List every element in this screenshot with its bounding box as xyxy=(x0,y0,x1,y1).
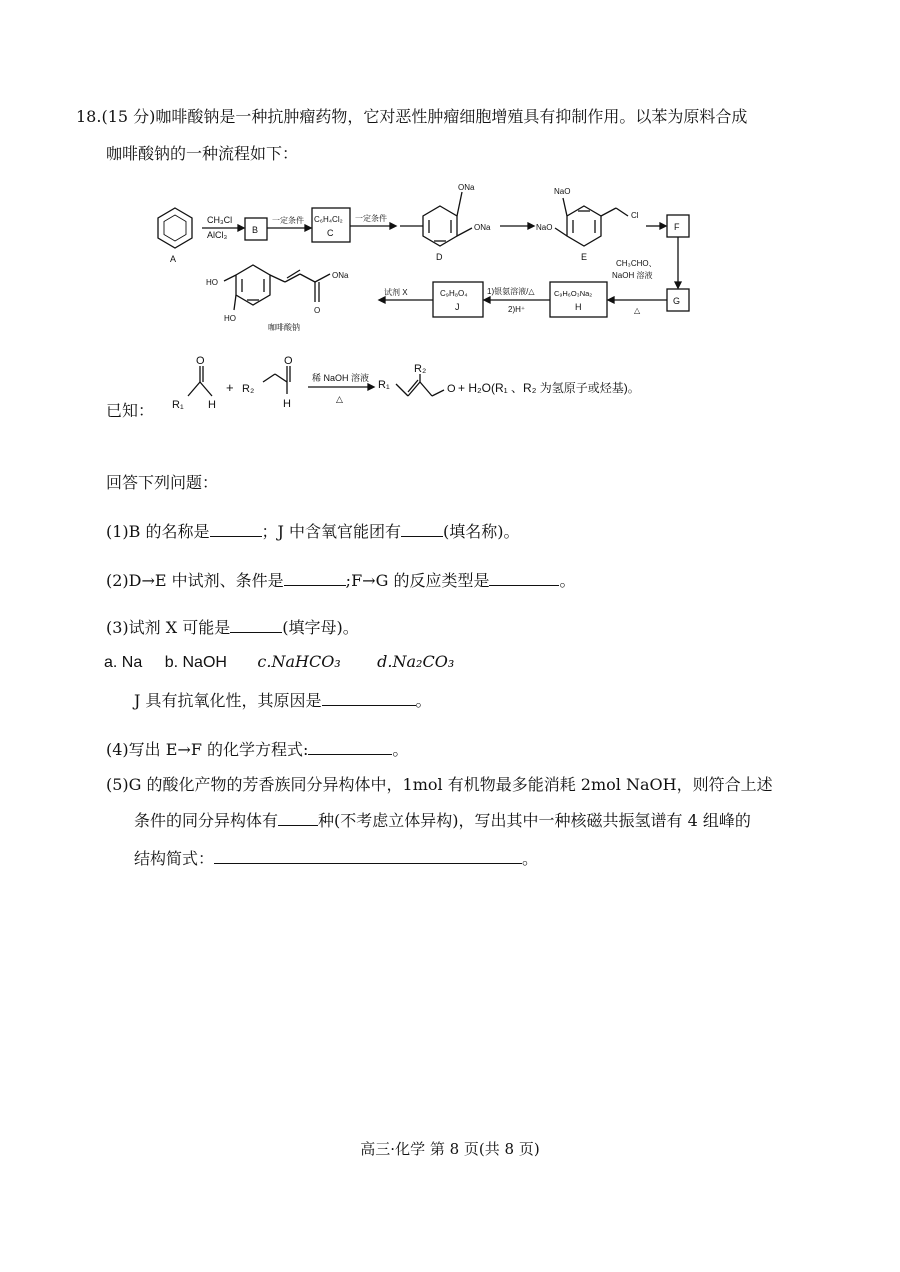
reagent-j-2: 2)H⁺ xyxy=(508,305,526,314)
box-f-label: F xyxy=(674,222,680,232)
q1-blank-1[interactable] xyxy=(210,522,262,537)
known-h: H xyxy=(208,399,216,411)
label-a: A xyxy=(170,254,177,264)
product-ho-2: HO xyxy=(224,314,236,323)
known-cond-bottom: △ xyxy=(336,394,343,404)
q5-blank-2[interactable] xyxy=(214,849,522,864)
q1-c: (填名称)。 xyxy=(443,522,520,541)
q2 xyxy=(106,568,575,591)
question-intro-line2: 咖啡酸钠的一种流程如下： xyxy=(106,144,299,163)
q2-blank-1[interactable] xyxy=(284,571,346,586)
q3-options xyxy=(104,652,454,672)
known-plus: + xyxy=(226,380,234,395)
reagent-g-2: NaOH 溶液 xyxy=(612,271,653,280)
known-tail: + H₂O(R₁ 、R₂ 为氢原子或烃基)。 xyxy=(458,381,640,395)
q5-line1: (5)G 的酸化产物的芳香族同分异构体中，1mol 有机物最多能消耗 2mol NaOH，则符合上述 xyxy=(106,775,773,794)
cond-2: 一定条件 xyxy=(355,214,387,223)
q1-blank-2[interactable] xyxy=(401,522,443,537)
known-product-r1: R₁ xyxy=(378,379,390,391)
q5-line3-a: 结构简式： xyxy=(134,849,215,868)
q2-c: 。 xyxy=(559,571,576,590)
benzene-a-ring xyxy=(158,208,192,248)
reagent-1-bottom: AlCl₃ xyxy=(207,230,228,240)
question-points: (15 分) xyxy=(101,107,156,126)
known-product-o: O xyxy=(447,383,456,395)
box-b-label: B xyxy=(252,225,259,235)
box-g-label: G xyxy=(673,296,681,306)
d-ona-right: ONa xyxy=(474,223,491,232)
q4-b: 。 xyxy=(392,740,409,759)
q5-line2-b: 种(不考虑立体异构)，写出其中一种核磁共振氢谱有 4 组峰的 xyxy=(318,811,751,830)
q5-line3-b: 。 xyxy=(522,849,539,868)
product-o: O xyxy=(314,306,321,315)
e-cl: Cl xyxy=(631,211,639,220)
q3-blank[interactable] xyxy=(230,618,282,633)
q3-j-a: J 具有抗氧化性，其原因是 xyxy=(134,691,322,710)
reagent-g-3: △ xyxy=(634,306,641,315)
e-nao-top: NaO xyxy=(554,187,571,196)
product-name: 咖啡酸钠 xyxy=(268,323,300,332)
q1-b: ；J 中含氧官能团有 xyxy=(261,522,402,541)
e-nao-left: NaO xyxy=(536,223,553,232)
product-ona: ONa xyxy=(332,271,349,280)
label-e: E xyxy=(581,252,588,262)
synthesis-scheme xyxy=(150,178,710,343)
reagent-1-top: CH₃Cl xyxy=(207,215,233,225)
known-product-r2: R₂ xyxy=(414,363,427,375)
ring-product xyxy=(236,265,270,305)
q3-b: (填字母)。 xyxy=(282,618,359,637)
box-h-formula: C₉H₆O₃Na₂ xyxy=(554,289,593,298)
q3-a: (3)试剂 X 可能是 xyxy=(106,618,231,637)
q4-a: (4)写出 E→F 的化学方程式: xyxy=(106,740,309,759)
q3-option-b: b. NaOH xyxy=(164,654,227,671)
known-o1: O xyxy=(196,355,205,367)
q4 xyxy=(106,737,408,760)
q2-a: (2)D→E 中试剂、条件是 xyxy=(106,571,284,590)
known-reaction xyxy=(168,352,668,414)
q3-j xyxy=(134,688,432,711)
box-c-label: C xyxy=(327,228,334,238)
question-intro-line1 xyxy=(76,104,747,127)
q5-blank-1[interactable] xyxy=(278,811,318,826)
q3 xyxy=(106,615,359,638)
q3-option-a: a. Na xyxy=(104,654,143,671)
question-intro: 咖啡酸钠是一种抗肿瘤药物，它对恶性肿瘤细胞增殖具有抑制作用。以苯为原料合成 xyxy=(155,107,748,126)
known-cond-top: 稀 NaOH 溶液 xyxy=(312,373,370,383)
q2-b: ;F→G 的反应类型是 xyxy=(345,571,490,590)
known-label: 已知： xyxy=(106,401,155,420)
cond-1: 一定条件 xyxy=(272,216,304,225)
q5-line2-a: 条件的同分异构体有 xyxy=(134,811,279,830)
known-o2: O xyxy=(284,355,293,367)
q3-option-d: d.Na₂CO₃ xyxy=(377,652,455,671)
q2-blank-2[interactable] xyxy=(489,571,559,586)
q3-option-c: c.NaHCO₃ xyxy=(257,652,341,671)
reagent-j-1: 1)银氨溶液/△ xyxy=(487,287,535,296)
q3-j-blank[interactable] xyxy=(322,691,416,706)
q5-line3 xyxy=(134,846,538,869)
d-ona-top: ONa xyxy=(458,183,475,192)
ring-e xyxy=(567,206,601,246)
answer-intro: 回答下列问题： xyxy=(106,473,219,492)
box-h-label: H xyxy=(575,302,582,312)
box-j-label: J xyxy=(455,302,460,312)
q4-blank[interactable] xyxy=(308,740,392,755)
reagent-x: 试剂 X xyxy=(384,288,408,297)
known-r1: R₁ xyxy=(172,399,184,411)
known-r2: R₂ xyxy=(242,383,255,395)
box-c-formula: C₆H₄Cl₂ xyxy=(314,215,343,224)
label-d: D xyxy=(436,252,443,262)
known-h2: H xyxy=(283,398,291,410)
reagent-g-1: CH₃CHO、 xyxy=(616,259,657,268)
product-ho-1: HO xyxy=(206,278,218,287)
ring-d xyxy=(423,206,457,246)
page-footer: 高三·化学 第 8 页(共 8 页) xyxy=(360,1140,540,1158)
question-number: 18. xyxy=(76,107,102,126)
box-j-formula: C₉H₈O₄ xyxy=(440,289,468,298)
q1-a: (1)B 的名称是 xyxy=(106,522,210,541)
q1 xyxy=(106,519,520,542)
q3-j-b: 。 xyxy=(415,691,432,710)
q5-line2 xyxy=(134,808,751,831)
